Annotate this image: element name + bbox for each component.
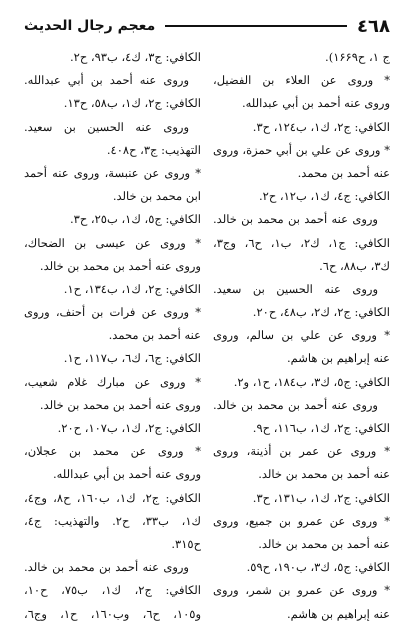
text-line: الكافي: ج۲، ك۱، ب٥۸، ح۱۳. xyxy=(63,96,201,111)
text-line: عنه أحمد بن محمد. xyxy=(108,328,201,343)
text-line: وروى عنه أحمد بن محمد بن خالد. xyxy=(39,258,201,273)
text-line: * وروى عن مبارك غلام شعيب، xyxy=(24,374,201,389)
text-line: ابن محمد بن خالد. xyxy=(112,189,201,204)
text-line: عنه أحمد بن محمد بن خالد. xyxy=(258,467,390,482)
text-line: * وروى عن علي بن سالم، وروى xyxy=(213,328,390,343)
book-title: معجم رجال الحديث xyxy=(24,18,156,34)
text-line: * وروى عن العلاء بن الفضيل، xyxy=(213,73,390,88)
text-line: ح۳۱٥. xyxy=(171,536,201,551)
text-line: ج ۱، ح۱۶۶۹). xyxy=(325,50,390,64)
text-line: عنه إبراهيم بن هاشم. xyxy=(286,606,390,621)
text-line: الكافي: ج۲، ك۲، ب٤۸، ح۲۰. xyxy=(252,305,390,320)
text-line: * وروى عن علي بن أبي حمزة، وروى xyxy=(213,142,390,157)
text-line: الكافي: ج۲، ك۱، ب۱۲٤، ح۳. xyxy=(252,119,390,134)
text-line: الكافي: ج۲، ك۱، ب۱۳۱، ح۳. xyxy=(252,490,390,505)
text-line: الكافي: ج۲، ك۱، ب۱۰۷، ح۲۰. xyxy=(57,421,201,435)
header-rule xyxy=(165,25,347,27)
text-line: وروى عنه أحمد بن محمد بن خالد. xyxy=(213,397,378,412)
text-line: وروى عنه أحمد بن أبي عبدالله. xyxy=(24,73,189,88)
text-line: * وروى عن عمرو بن جميع، وروى xyxy=(213,513,390,528)
text-line: الكافي: ج۱، ك۲، ب۱، ح٦، وج۳، xyxy=(213,235,390,250)
text-line: وروى عنه أحمد بن محمد بن خالد. xyxy=(24,560,189,575)
text-line: عنه إبراهيم بن هاشم. xyxy=(286,351,390,366)
text-line: ك۳، ب۸۸، ح٦. xyxy=(319,258,390,273)
text-line: الكافي: ج۲، ك۱، ب۱٦۰، ح۸، وج٤، xyxy=(24,490,201,505)
text-line: الكافي: ج٦، ك٦، ب۱۱۷، ح۱. xyxy=(63,351,201,366)
text-line: وروى عنه أحمد بن محمد بن خالد. xyxy=(39,397,201,412)
text-line: وروى عنه الحسين بن سعيد. xyxy=(24,119,189,134)
text-line: الكافي: ج۲، ك۱، ب۷٥، ح۱۰، xyxy=(24,583,201,598)
text-line: * وروى عن فرات بن أحنف، وروى xyxy=(24,305,201,320)
text-line: الكافي: ج۳، ك٤، ب۹۳، ح۲. xyxy=(69,50,201,64)
text-line: الكافي: ج۲، ك۱، ب۱۱٦، ح۹. xyxy=(252,421,390,435)
text-line: ك۱، ب۳۳، ح۲. والتهذيب: ج٤، xyxy=(24,513,201,528)
text-line: وروى عنه أحمد بن محمد بن خالد. xyxy=(213,212,378,227)
text-line: * وروى عن عمر بن أذينة، وروى xyxy=(213,444,390,459)
text-columns xyxy=(24,46,390,626)
text-line: الكافي: ج٥، ك۳، ب۱۹۰، ح٥۹. xyxy=(246,560,390,575)
text-line: الكافي: ج۲، ك۱، ب۱۳٤، ح۱. xyxy=(63,281,201,296)
page-header xyxy=(24,14,390,38)
page-number: ٤٦٨ xyxy=(357,15,390,37)
text-line: التهذيب: ج۳، ح٤۰۸. xyxy=(106,142,201,157)
text-line: عنه أحمد بن محمد بن خالد. xyxy=(258,536,390,551)
text-line: * وروى عن محمد بن عجلان، xyxy=(24,444,201,459)
text-line: وروى عنه أحمد بن أبي عبدالله. xyxy=(241,96,390,111)
text-line: وروى عنه أحمد بن أبي عبدالله. xyxy=(52,467,201,482)
text-line: و۱۰٥، ح٦، وب۱٦۰، ح۱، وج٦، xyxy=(24,606,201,621)
text-line: عنه أحمد بن محمد. xyxy=(297,165,390,180)
text-line: * وروى عن عيسى بن الضحاك، xyxy=(24,235,201,250)
text-line: الكافي: ج٤، ك۱، ب۱۲، ح۲. xyxy=(258,189,390,204)
text-line: * وروى عن عنبسة، وروى عنه أحمد xyxy=(24,165,201,180)
left-column xyxy=(24,46,201,626)
right-column xyxy=(213,46,390,626)
text-line: * وروى عن عمرو بن شمر، وروى xyxy=(213,583,390,598)
text-line: الكافي: ج٥، ك۱، ب۲٥، ح۳. xyxy=(69,212,201,227)
text-line: الكافي: ج٥، ك۳، ب۱۸٤، ح۱، و۲. xyxy=(233,374,390,389)
text-line: وروى عنه الحسين بن سعيد. xyxy=(213,281,378,296)
